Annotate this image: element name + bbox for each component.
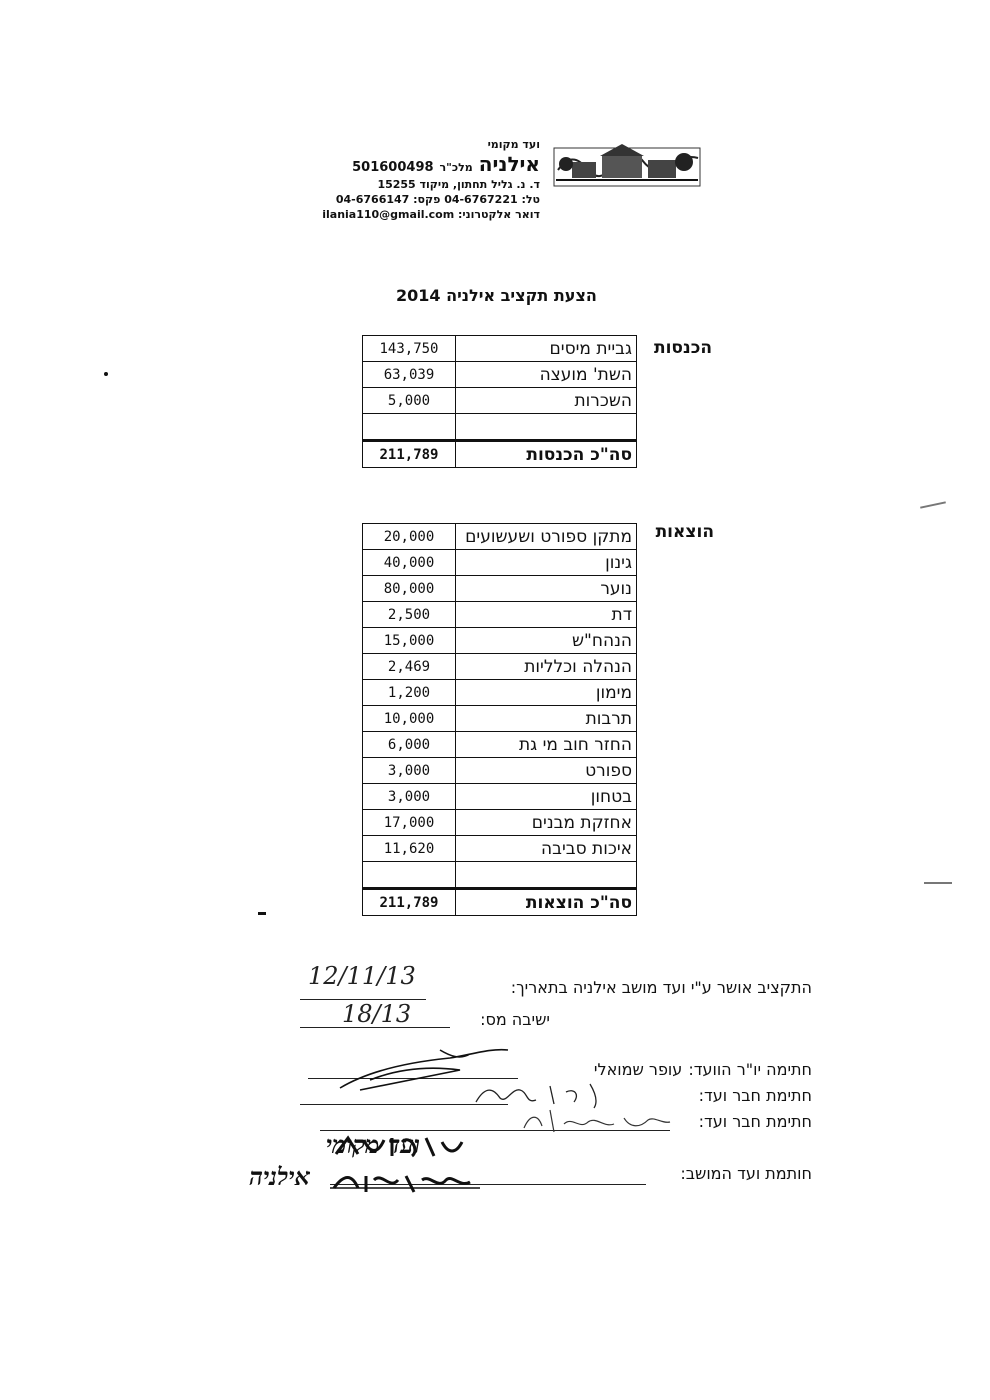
income-row-amount: 143,750 bbox=[363, 336, 456, 362]
document-title: הצעת תקציב אילניה 2014 bbox=[396, 286, 597, 305]
expense-row-amount: 15,000 bbox=[363, 628, 456, 654]
reg-label: מלכ"ר bbox=[439, 161, 473, 174]
expense-row-label bbox=[456, 862, 637, 889]
income-row-label bbox=[456, 414, 637, 441]
scan-speck bbox=[920, 501, 946, 508]
expense-row-label: החזר חוב מי גת bbox=[456, 732, 637, 758]
expense-row-label: אחזקת מבנים bbox=[456, 810, 637, 836]
member1-label: חתימת חבר ועד: bbox=[698, 1086, 812, 1105]
expense-row-amount: 2,469 bbox=[363, 654, 456, 680]
scan-speck bbox=[258, 912, 266, 915]
org-header-line bbox=[352, 152, 540, 176]
expense-row-amount: 1,200 bbox=[363, 680, 456, 706]
income-table bbox=[362, 335, 637, 468]
expense-row-amount: 40,000 bbox=[363, 550, 456, 576]
expense-row-label: הנהח"ש bbox=[456, 628, 637, 654]
expense-row-label: ספורט bbox=[456, 758, 637, 784]
expense-row bbox=[363, 862, 637, 889]
expenses-heading: הוצאות bbox=[655, 522, 714, 542]
income-row-amount bbox=[363, 414, 456, 441]
expense-row bbox=[363, 784, 637, 810]
chair-signature-row bbox=[594, 1060, 812, 1079]
expense-row bbox=[363, 524, 637, 550]
expense-row-label: גינון bbox=[456, 550, 637, 576]
chair-label: חתימה יו"ר הוועד: bbox=[688, 1060, 812, 1079]
expense-row-amount: 10,000 bbox=[363, 706, 456, 732]
reg-number: 501600498 bbox=[352, 160, 434, 175]
income-row-amount: 63,039 bbox=[363, 362, 456, 388]
stamp-label: חותמת ועד המושב: bbox=[680, 1164, 812, 1183]
expense-row bbox=[363, 628, 637, 654]
org-type: ועד מקומי bbox=[487, 138, 540, 151]
scan-speck bbox=[924, 882, 952, 884]
village-logo bbox=[552, 140, 702, 188]
expense-row-label: מתקן ספורט ושעשועים bbox=[456, 524, 637, 550]
approved-label: התקציב אושר ע"י ועד מושב אילניה בתאריך: bbox=[510, 978, 812, 997]
expense-row-amount: 17,000 bbox=[363, 810, 456, 836]
stamp-mark bbox=[330, 1130, 480, 1202]
meeting-number: 18/13 bbox=[342, 1000, 412, 1028]
expenses-table bbox=[362, 523, 637, 916]
expense-row-label: הנהלה וכלליות bbox=[456, 654, 637, 680]
expense-row-label: דת bbox=[456, 602, 637, 628]
expense-row bbox=[363, 758, 637, 784]
approved-date: 12/11/13 bbox=[308, 962, 416, 990]
income-row-label: השת' מועצה bbox=[456, 362, 637, 388]
expense-row bbox=[363, 706, 637, 732]
expense-row-amount: 6,000 bbox=[363, 732, 456, 758]
expense-row-label: איכות סביבה bbox=[456, 836, 637, 862]
expense-row-label: בטחון bbox=[456, 784, 637, 810]
member2-signature bbox=[520, 1104, 680, 1140]
expense-row bbox=[363, 732, 637, 758]
org-email: דואר אלקטרוני: ilania110@gmail.com bbox=[322, 208, 540, 221]
stamp-text-line1: ועד מקומי bbox=[325, 1130, 420, 1159]
org-name: אילניה bbox=[478, 152, 540, 176]
income-row-label: גביית מיסים bbox=[456, 336, 637, 362]
expense-row-amount: 2,500 bbox=[363, 602, 456, 628]
income-row-label: השכרות bbox=[456, 388, 637, 414]
meeting-number-line bbox=[300, 1027, 450, 1028]
expense-row bbox=[363, 680, 637, 706]
expense-row-label: נוער bbox=[456, 576, 637, 602]
meeting-label: ישיבה מס: bbox=[480, 1010, 550, 1029]
expense-total-row bbox=[363, 889, 637, 916]
expense-row-label: מימון bbox=[456, 680, 637, 706]
income-total-amount: 211,789 bbox=[363, 441, 456, 468]
expense-row-label: תרבות bbox=[456, 706, 637, 732]
expense-row bbox=[363, 602, 637, 628]
org-phone-fax: טל: 04-6767221 פקס: 04-6766147 bbox=[335, 193, 540, 206]
member2-label: חתימת חבר ועד: bbox=[698, 1112, 812, 1131]
expense-row bbox=[363, 550, 637, 576]
expense-row bbox=[363, 810, 637, 836]
expense-row bbox=[363, 836, 637, 862]
income-total-label: סה"כ הכנסות bbox=[456, 441, 637, 468]
income-row bbox=[363, 362, 637, 388]
scan-speck bbox=[104, 372, 108, 376]
chair-name: עופר שמואלי bbox=[593, 1060, 683, 1079]
expense-total-label: סה"כ הוצאות bbox=[456, 889, 637, 916]
income-row-amount: 5,000 bbox=[363, 388, 456, 414]
income-row bbox=[363, 336, 637, 362]
stamp-text-line2: אילניה bbox=[249, 1162, 310, 1191]
expense-row-amount: 3,000 bbox=[363, 758, 456, 784]
expense-row-amount: 20,000 bbox=[363, 524, 456, 550]
expense-row-amount: 3,000 bbox=[363, 784, 456, 810]
expense-row bbox=[363, 576, 637, 602]
income-row bbox=[363, 414, 637, 441]
expense-total-amount: 211,789 bbox=[363, 889, 456, 916]
expense-row-amount: 80,000 bbox=[363, 576, 456, 602]
expense-row bbox=[363, 654, 637, 680]
income-total-row bbox=[363, 441, 637, 468]
income-heading: הכנסות bbox=[653, 338, 712, 358]
expense-row-amount: 11,620 bbox=[363, 836, 456, 862]
income-row bbox=[363, 388, 637, 414]
org-address: ד. נ. גליל תחתון, מיקוד 15255 bbox=[377, 178, 540, 191]
expense-row-amount bbox=[363, 862, 456, 889]
